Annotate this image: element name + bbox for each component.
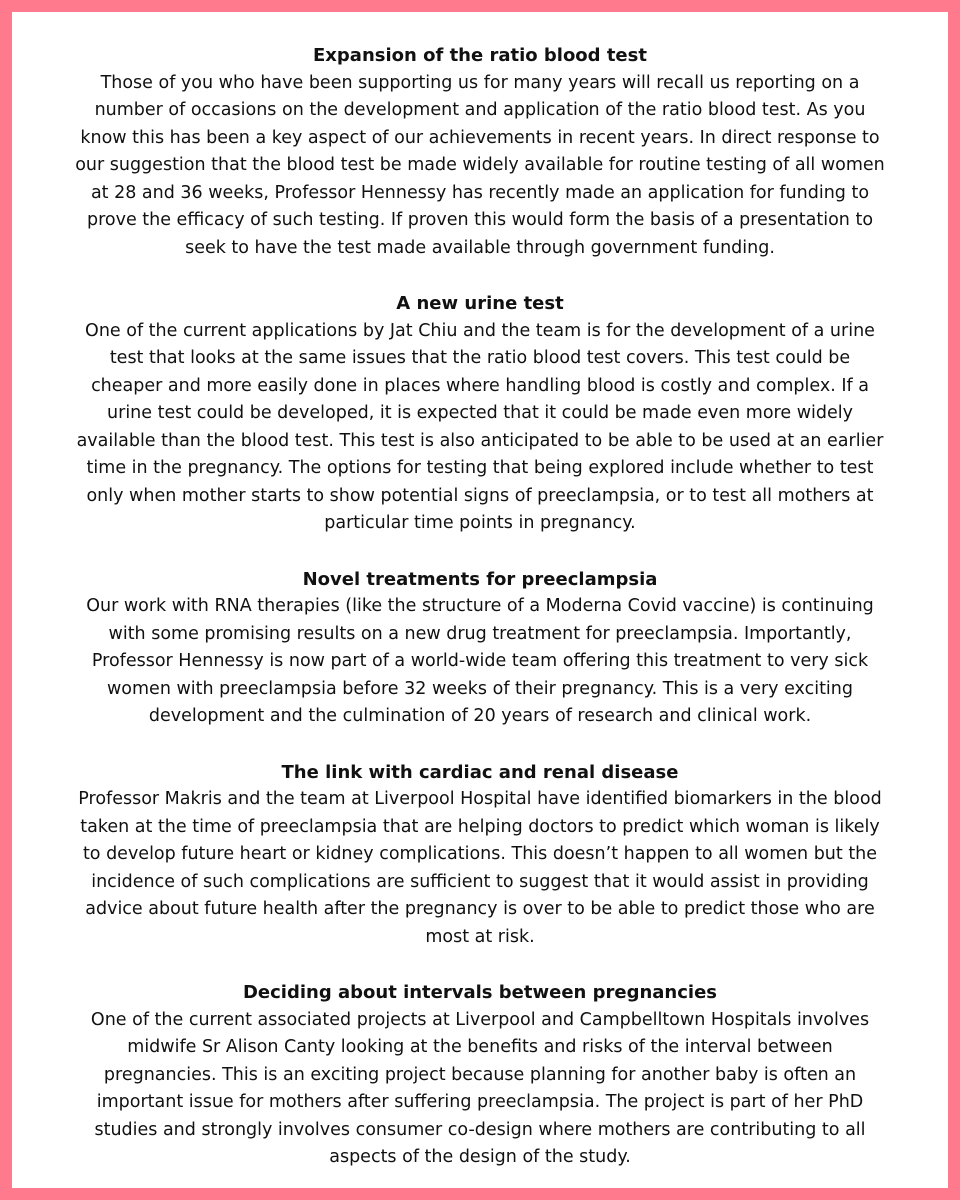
text-line: Professor Makris and the team at Liverpool Hospital have identified biomarkers in the blood <box>78 789 882 809</box>
text-line: cheaper and more easily done in places where handling blood is costly and complex. If a <box>91 375 869 396</box>
text-line: only when mother starts to show potential signs of preeclampsia, or to test all mothers at <box>86 485 874 506</box>
section-body <box>12 318 948 538</box>
text-line: available than the blood test. This test is also anticipated to be able to be used at an earlier <box>76 430 884 451</box>
text-line: Our work with RNA therapies (like the structure of a Moderna Covid vaccine) is continuing <box>86 596 874 616</box>
text-line: Those of you who have been supporting us for many years will recall us reporting on a <box>100 72 860 93</box>
text-line: at 28 and 36 weeks, Professor Hennessy has recently made an application for funding to <box>90 182 870 203</box>
section-body <box>12 1007 948 1172</box>
text-line: incidence of such complications are sufficient to suggest that it would assist in providing <box>91 871 869 892</box>
text-line: midwife Sr Alison Canty looking at the benefits and risks of the interval between <box>127 1037 833 1057</box>
text-line: taken at the time of preeclampsia that are helping doctors to predict which woman is likely <box>80 816 880 837</box>
text-line: advice about future health after the pregnancy is over to be able to predict those who are <box>85 899 875 919</box>
text-line: to develop future heart or kidney complications. This doesn’t happen to all women but the <box>82 844 878 864</box>
text-line: aspects of the design of the study. <box>329 1147 631 1167</box>
section-cardiac-renal <box>12 759 948 952</box>
section-body <box>12 70 948 263</box>
section-heading: A new urine test <box>396 293 564 314</box>
section-urine-test <box>12 290 948 538</box>
text-line: One of the current applications by Jat Chiu and the team is for the development of a urine <box>85 320 875 341</box>
text-line: particular time points in pregnancy. <box>324 513 636 533</box>
text-line: seek to have the test made available through government funding. <box>185 237 775 258</box>
text-line: Professor Hennessy is now part of a world-wide team offering this treatment to very sick <box>91 651 869 671</box>
text-line: women with preeclampsia before 32 weeks of their pregnancy. This is a very exciting <box>106 678 853 699</box>
text-line: test that looks at the same issues that the ratio blood test covers. This test could be <box>109 348 851 368</box>
text-line: with some promising results on a new drug treatment for preeclampsia. Importantly, <box>108 623 852 644</box>
text-line: urine test could be developed, it is expected that it could be made even more widely <box>107 403 853 423</box>
section-heading: Novel treatments for preeclampsia <box>302 568 658 590</box>
section-ratio-blood-test <box>12 42 948 262</box>
text-line: most at risk. <box>425 926 535 947</box>
text-line: prove the efficacy of such testing. If proven this would form the basis of a presentation to <box>86 210 874 230</box>
section-heading: Deciding about intervals between pregnancies <box>242 982 717 1003</box>
text-line: number of occasions on the development and application of the ratio blood test. As you <box>94 100 866 120</box>
text-line: our suggestion that the blood test be made widely available for routine testing of all women <box>75 155 885 175</box>
section-novel-treatments <box>12 566 948 731</box>
text-line: time in the pregnancy. The options for testing that being explored include whether to test <box>86 458 874 478</box>
text-line: studies and strongly involves consumer co-design where mothers are contributing to all <box>94 1119 866 1140</box>
section-heading: Expansion of the ratio blood test <box>313 45 647 66</box>
section-body <box>12 786 948 951</box>
section-body <box>12 593 948 731</box>
text-line: know this has been a key aspect of our achievements in recent years. In direct response to <box>80 127 880 148</box>
section-pregnancy-intervals <box>12 979 948 1172</box>
section-heading: The link with cardiac and renal disease <box>281 761 679 783</box>
text-line: important issue for mothers after suffering preeclampsia. The project is part of her PhD <box>96 1092 864 1112</box>
text-line: development and the culmination of 20 years of research and clinical work. <box>148 706 812 726</box>
text-line: pregnancies. This is an exciting project because planning for another baby is often an <box>103 1064 857 1085</box>
article-body <box>12 42 948 1200</box>
text-line: One of the current associated projects at Liverpool and Campbelltown Hospitals involves <box>90 1009 870 1030</box>
document-page <box>12 12 948 1188</box>
